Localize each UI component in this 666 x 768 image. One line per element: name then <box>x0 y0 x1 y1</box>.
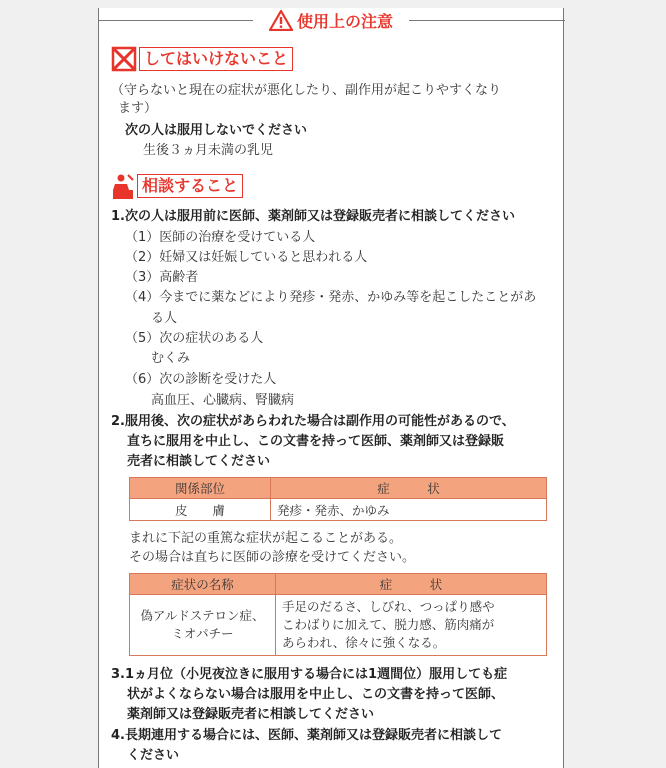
consult-heading-1: 1.次の人は服用前に医師、薬剤師又は登録販売者に相談してください <box>111 209 515 224</box>
section-dont-item: 生後３ヵ月未満の乳児 <box>143 143 274 158</box>
list-item: （4）今までに薬などにより発疹・発赤、かゆみ等を起こしたことがあ <box>125 290 537 305</box>
symptom-desc: あらわれ、徐々に強くなる。 <box>282 635 446 650</box>
section-dont-note: （守らないと現在の症状が悪化したり、副作用が起こりやすくなり <box>111 83 502 98</box>
section-dont <box>111 46 293 72</box>
symptom-desc: こわばりに加えて、脱力感、筋肉痛が <box>282 617 495 632</box>
page-title: 使用上の注意 <box>296 11 393 31</box>
table-cell <box>276 595 547 656</box>
table-cell: 発疹・発赤、かゆみ <box>271 499 547 521</box>
section-consult <box>111 172 243 200</box>
header-rule-right <box>403 20 565 21</box>
section-dont-heading: 次の人は服用しないでください <box>125 123 308 138</box>
section-consult-label: 相談すること <box>137 174 243 198</box>
section-dont-note-cont: ます） <box>118 101 158 116</box>
table-header: 症 状 <box>271 478 547 499</box>
symptom-name: ミオパチー <box>171 626 234 641</box>
side-effects-table <box>129 477 547 521</box>
consult-heading-3-cont: 薬剤師又は登録販売者に相談してください <box>127 707 375 722</box>
consult-heading-3: 3.1ヵ月位（小児夜泣きに服用する場合には1週間位）服用しても症 <box>111 667 508 682</box>
list-item: （6）次の診断を受けた人 <box>125 372 277 387</box>
list-item: （2）妊婦又は妊娠していると思われる人 <box>125 250 368 265</box>
warning-triangle-icon <box>269 9 293 31</box>
list-item: むくみ <box>151 351 191 366</box>
symptom-name: 偽アルドステロン症、 <box>140 608 265 623</box>
table-header: 症 状 <box>276 574 547 595</box>
consult-doctor-icon <box>111 172 137 200</box>
consult-heading-3-cont: 状がよくならない場合は服用を中止し、この文書を持って医師、 <box>127 687 505 702</box>
table-cell: 皮 膚 <box>130 499 271 521</box>
symptom-desc: 手足のだるさ、しびれ、つっぱり感や <box>282 599 495 614</box>
rare-note-cont: その場合は直ちに医師の診療を受けてください。 <box>129 550 416 565</box>
serious-effects-table <box>129 573 547 656</box>
consult-heading-2-cont: 売者に相談してください <box>127 454 271 469</box>
header <box>253 8 409 32</box>
section-dont-label: してはいけないこと <box>139 47 293 71</box>
table-header: 症状の名称 <box>130 574 276 595</box>
consult-heading-4: 4.長期連用する場合には、医師、薬剤師又は登録販売者に相談して <box>111 728 502 743</box>
prohibited-icon <box>111 46 139 72</box>
rare-note: まれに下記の重篤な症状が起こることがある。 <box>129 531 403 546</box>
consult-heading-2: 2.服用後、次の症状があらわれた場合は副作用の可能性があるので、 <box>111 414 515 429</box>
header-rule-left <box>99 20 259 21</box>
list-item: （1）医師の治療を受けている人 <box>125 230 316 245</box>
table-header: 関係部位 <box>130 478 271 499</box>
list-item: る人 <box>151 311 178 326</box>
consult-heading-2-cont: 直ちに服用を中止し、この文書を持って医師、薬剤師又は登録販 <box>127 434 505 449</box>
warning-document <box>98 8 564 768</box>
list-item: （3）高齢者 <box>125 270 199 285</box>
list-item: 高血圧、心臓病、腎臓病 <box>151 393 295 408</box>
table-cell <box>130 595 276 656</box>
list-item: （5）次の症状のある人 <box>125 331 264 346</box>
consult-heading-4-cont: ください <box>127 748 180 763</box>
